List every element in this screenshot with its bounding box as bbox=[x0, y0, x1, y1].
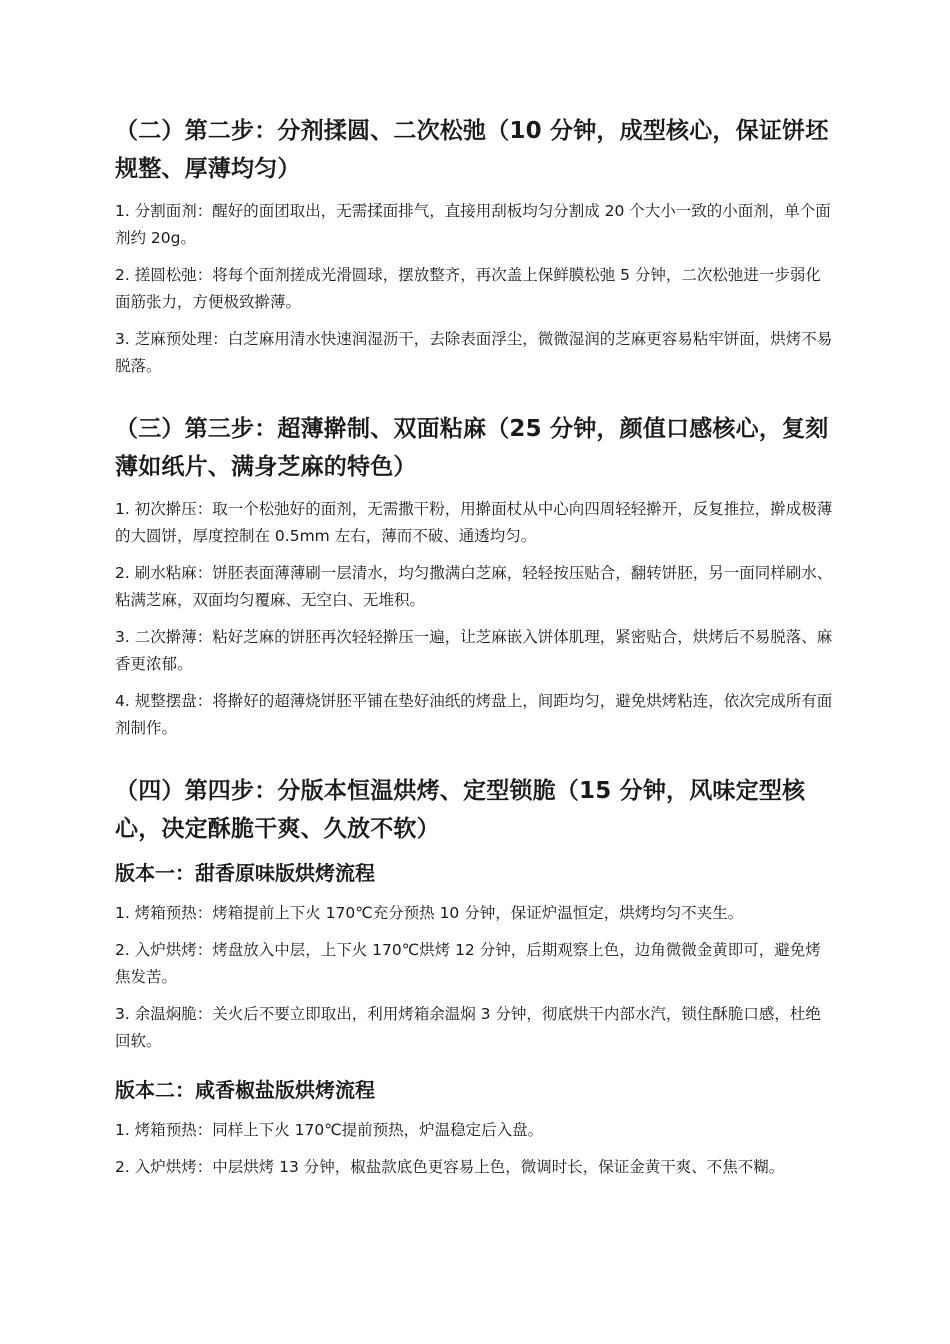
step-2-item-2: 2. 搓圆松弛：将每个面剂搓成光滑圆球，摆放整齐，再次盖上保鲜膜松弛 5 分钟，二次松弛进一步弱化面筋张力，方便极致擀薄。 bbox=[115, 266, 821, 311]
document-page bbox=[115, 112, 835, 1191]
step-3-item-4: 4. 规整摆盘：将擀好的超薄烧饼胚平铺在垫好油纸的烤盘上，间距均匀，避免烘烤粘连，依次完成所有面剂制作。 bbox=[115, 692, 833, 737]
section-spacer bbox=[115, 752, 835, 772]
section-title-step-3: （三）第三步：超薄擀制、双面粘麻（25 分钟，颜值口感核心，复刻薄如纸片、满身芝麻的特色） bbox=[115, 416, 829, 480]
version-2-item-2: 2. 入炉烘烤：中层烘烤 13 分钟，椒盐款底色更容易上色，微调时长，保证金黄干爽、不焦不糊。 bbox=[115, 1158, 785, 1176]
step-2-item-1: 1. 分割面剂：醒好的面团取出，无需揉面排气，直接用刮板均匀分割成 20 个大小一致的小面剂，单个面剂约 20g。 bbox=[115, 202, 831, 247]
step-3-item-1: 1. 初次擀压：取一个松弛好的面剂，无需撒干粉，用擀面杖从中心向四周轻轻擀开，反复推拉，擀成极薄的大圆饼，厚度控制在 0.5mm 左右，薄而不破、通透均匀。 bbox=[115, 500, 833, 545]
subsection-title-version-1: 版本一：甜香原味版烘烤流程 bbox=[115, 861, 375, 885]
section-spacer bbox=[115, 390, 835, 410]
section-title-step-2: （二）第二步：分剂揉圆、二次松弛（10 分钟，成型核心，保证饼坯规整、厚薄均匀） bbox=[115, 118, 829, 182]
version-1-item-2: 2. 入炉烘烤：烤盘放入中层，上下火 170℃烘烤 12 分钟，后期观察上色，边角微微金黄即可，避免烤焦发苦。 bbox=[115, 941, 821, 986]
version-2-item-1: 1. 烤箱预热：同样上下火 170℃提前预热，炉温稳定后入盘。 bbox=[115, 1121, 544, 1139]
section-title-step-4: （四）第四步：分版本恒温烘烤、定型锁脆（15 分钟，风味定型核心，决定酥脆干爽、久放不软） bbox=[115, 778, 806, 842]
step-3-item-2: 2. 刷水粘麻：饼胚表面薄薄刷一层清水，均匀撒满白芝麻，轻轻按压贴合，翻转饼胚，另一面同样刷水、粘满芝麻，双面均匀覆麻、无空白、无堆积。 bbox=[115, 564, 833, 609]
step-3-item-3: 3. 二次擀薄：粘好芝麻的饼胚再次轻轻擀压一遍，让芝麻嵌入饼体肌理，紧密贴合，烘烤后不易脱落、麻香更浓郁。 bbox=[115, 628, 833, 673]
step-2-item-3: 3. 芝麻预处理：白芝麻用清水快速润湿沥干，去除表面浮尘，微微湿润的芝麻更容易粘牢饼面，烘烤不易脱落。 bbox=[115, 330, 833, 375]
version-1-item-3: 3. 余温焖脆：关火后不要立即取出，利用烤箱余温焖 3 分钟，彻底烘干内部水汽，锁住酥脆口感，杜绝回软。 bbox=[115, 1005, 821, 1050]
version-1-item-1: 1. 烤箱预热：烤箱提前上下火 170℃充分预热 10 分钟，保证炉温恒定，烘烤均匀不夹生。 bbox=[115, 904, 744, 922]
subsection-title-version-2: 版本二：咸香椒盐版烘烤流程 bbox=[115, 1078, 375, 1102]
subsection-spacer bbox=[115, 1065, 835, 1075]
